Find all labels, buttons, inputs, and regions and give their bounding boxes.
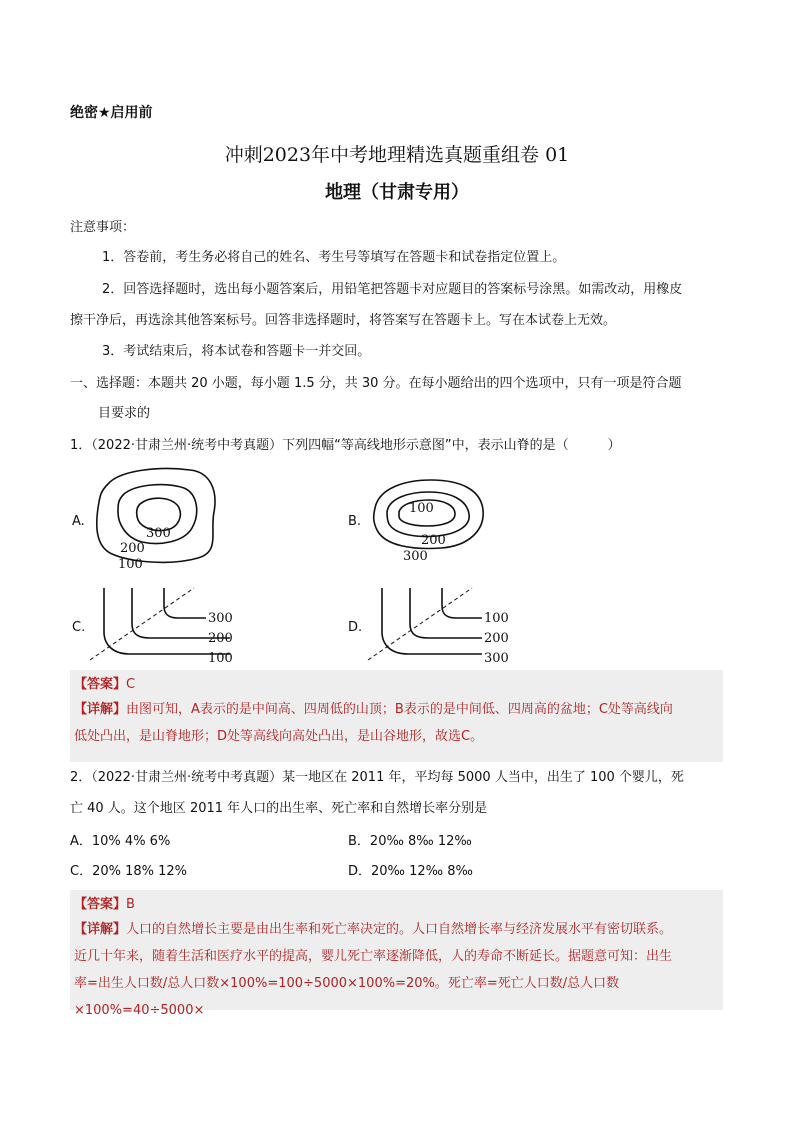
q1-answer-tag: 【答案】 xyxy=(74,677,127,692)
q1-answer-value: C xyxy=(126,677,136,692)
q2-detail-tag: 【详解】 xyxy=(74,922,127,937)
contour-figure-d xyxy=(366,584,516,668)
contour-label-d1: 100 xyxy=(484,611,509,626)
notice-item-2: 2．回答选择题时，选出每小题答案后，用铅笔把答题卡对应题目的答案标号涂黑。如需改动，用橡皮 xyxy=(102,282,683,297)
contour-label-a1: 300 xyxy=(146,526,171,541)
q2-option-c: C．20% 18% 12% xyxy=(70,864,188,879)
q1-detail-line-1: 由图可知，A表示的是中间高、四周低的山顶；B表示的是中间低、四周高的盆地；C处等高线向 xyxy=(126,702,673,717)
q1-answer-box xyxy=(70,670,723,762)
q2-answer-box xyxy=(70,890,723,1018)
q2-answer-value: B xyxy=(126,897,135,912)
contour-label-b2: 200 xyxy=(421,533,446,548)
contour-figure-c xyxy=(88,584,238,668)
notice-item-2-cont: 擦干净后，再选涂其他答案标号。回答非选择题时，将答案写在答题卡上。写在本试卷上无效。 xyxy=(70,313,617,328)
q2-detail-line-1: 人口的自然增长主要是由出生率和死亡率决定的。人口自然增长率与经济发展水平有密切联系。 xyxy=(126,922,673,937)
contour-label-c3: 100 xyxy=(208,651,233,666)
q2-detail-line-3: 率=出生人口数/总人口数×100%=100÷5000×100%=20%。死亡率=死亡人口数/总人口数×100%=40÷5000× xyxy=(74,976,620,1018)
page-title: 冲刺2023年中考地理精选真题重组卷 01 xyxy=(224,144,570,166)
contour-label-d2: 200 xyxy=(484,631,509,646)
q2-option-a: A．10% 4% 6% xyxy=(70,834,171,849)
contour-label-c1: 300 xyxy=(208,611,233,626)
q2-detail-line-2: 近几十年来，随着生活和医疗水平的提高，婴儿死亡率逐渐降低，人的寿命不断延长。据题意可知：出生 xyxy=(74,949,673,964)
q2-answer xyxy=(70,894,723,916)
q1-answer xyxy=(70,674,723,696)
contour-label-a3: 100 xyxy=(118,557,143,572)
contour-figure-b xyxy=(365,474,495,574)
contour-label-d3: 300 xyxy=(484,651,509,666)
page-subtitle: 地理（甘肃专用） xyxy=(325,182,469,203)
q1-option-d: D. xyxy=(348,620,363,635)
q1-stem: 1．（2022·甘肃兰州·统考中考真题）下列四幅“等高线地形示意图”中，表示山脊的是（ ） xyxy=(70,438,621,453)
secret-label: 绝密★启用前 xyxy=(70,105,153,121)
q2-detail xyxy=(70,916,723,1024)
q1-detail xyxy=(70,696,723,750)
section-heading: 一、选择题：本题共 20 小题，每小题 1.5 分，共 30 分。在每小题给出的四个选项中，只有一项是符合题 xyxy=(70,376,682,391)
q1-option-a: A. xyxy=(72,514,85,529)
q1-detail-line-2: 低处凸出，是山脊地形；D处等高线向高处凸出，是山谷地形，故选C。 xyxy=(74,729,484,744)
q2-stem-line1: 2．（2022·甘肃兰州·统考中考真题）某一地区在 2011 年，平均每 5000 人当中，出生了 100 个婴儿，死 xyxy=(70,770,684,785)
contour-label-c2: 200 xyxy=(208,631,233,646)
q2-stem-line2: 亡 40 人。这个地区 2011 年人口的出生率、死亡率和自然增长率分别是 xyxy=(70,801,488,816)
contour-label-a2: 200 xyxy=(120,541,145,556)
contour-figure-a xyxy=(90,462,230,577)
q2-answer-tag: 【答案】 xyxy=(74,897,127,912)
notice-item-1: 1．答卷前，考生务必将自己的姓名、考生号等填写在答题卡和试卷指定位置上。 xyxy=(102,250,566,265)
q2-option-d: D．20‰ 12‰ 8‰ xyxy=(348,864,473,879)
q1-option-b: B. xyxy=(348,514,362,529)
q2-option-b: B．20‰ 8‰ 12‰ xyxy=(348,834,472,849)
q1-detail-tag: 【详解】 xyxy=(74,702,127,717)
section-heading-cont: 目要求的 xyxy=(98,406,151,421)
contour-label-b3: 300 xyxy=(403,549,428,564)
notice-heading: 注意事项： xyxy=(70,220,136,235)
q1-option-c: C. xyxy=(72,620,86,635)
notice-item-3: 3．考试结束后，将本试卷和答题卡一并交回。 xyxy=(102,344,371,359)
contour-label-b1: 100 xyxy=(409,501,434,516)
